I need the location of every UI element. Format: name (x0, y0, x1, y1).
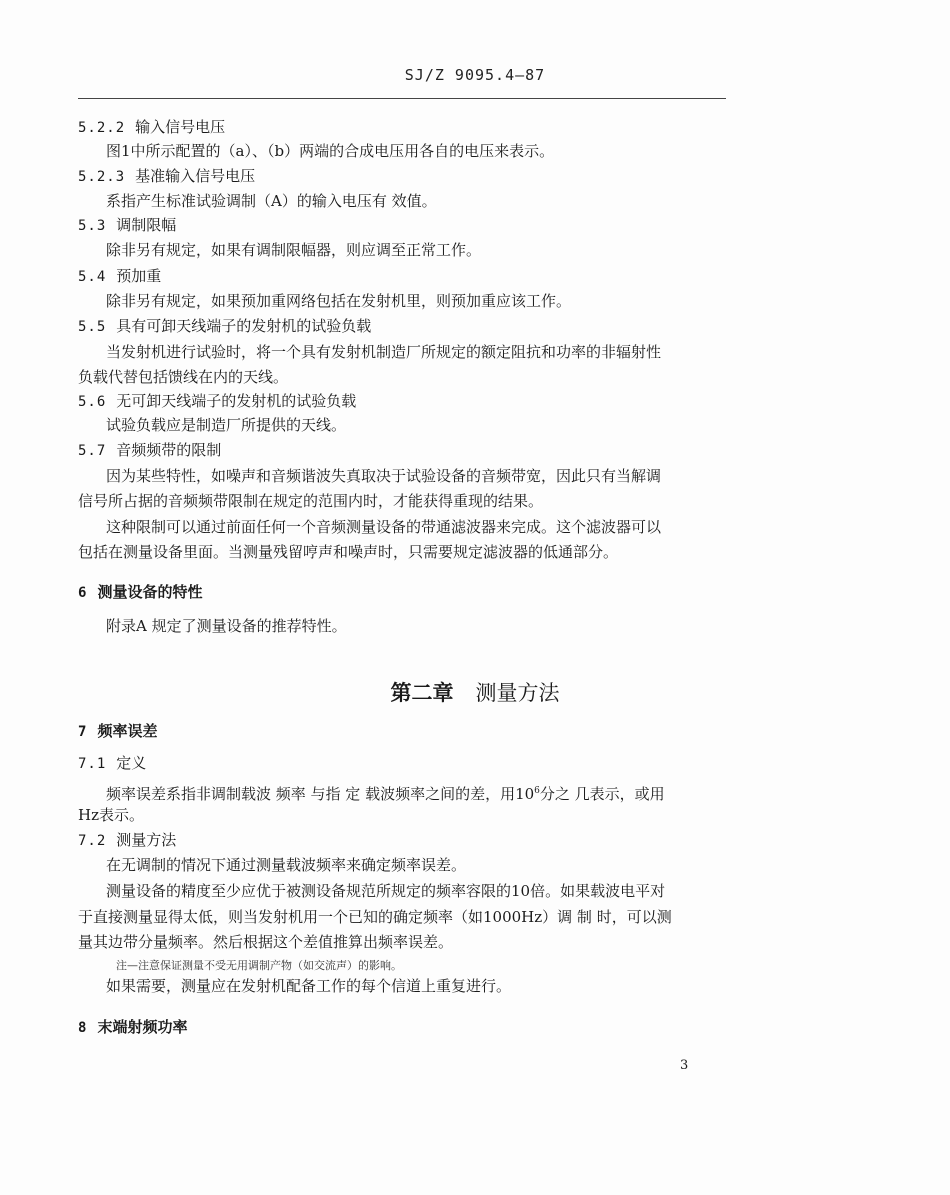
section-7-2-text-line2: 测量设备的精度至少应优于被测设备规范所规定的频率容限的10倍。如果载波电平对 (106, 882, 666, 900)
section-5-2-3-heading (78, 167, 255, 186)
section-7-heading (78, 722, 157, 741)
section-7-2-text-line1: 在无调制的情况下通过测量载波频率来确定频率误差。 (106, 856, 467, 874)
section-7-1-text-part-a: 频率误差系指非调制载波 频率 与指 定 载波频率之间的差，用10 (106, 785, 535, 803)
header-rule (78, 98, 726, 99)
section-number: 8 (78, 1020, 88, 1036)
section-title: 基准输入信号电压 (135, 167, 256, 185)
section-5-2-2-text: 图1中所示配置的（a）、（b）两端的合成电压用各自的电压来表示。 (106, 142, 555, 160)
section-number: 5.7 (78, 443, 107, 459)
section-number: 7.2 (78, 833, 107, 849)
standard-code-header: SJ/Z 9095.4—87 (404, 66, 546, 84)
section-number: 6 (78, 585, 88, 601)
section-7-1-text-line2: Hz表示。 (78, 806, 144, 824)
section-title: 测量设备的特性 (97, 583, 203, 601)
section-5-3-text: 除非另有规定，如果有调制限幅器，则应调至正常工作。 (106, 241, 482, 259)
section-title: 调制限幅 (116, 216, 177, 234)
section-title: 测量方法 (116, 831, 177, 849)
section-6-text: 附录A 规定了测量设备的推荐特性。 (106, 617, 347, 635)
chapter-title: 测量方法 (475, 681, 560, 705)
section-number: 5.3 (78, 218, 107, 234)
section-7-2-text-line4: 量其边带分量频率。然后根据这个差值推算出频率误差。 (78, 933, 454, 951)
section-7-2-text-line5: 如果需要，测量应在发射机配备工作的每个信道上重复进行。 (106, 977, 512, 995)
section-title: 无可卸天线端子的发射机的试验负载 (116, 392, 357, 410)
section-title: 输入信号电压 (135, 118, 226, 136)
section-5-4-heading (78, 267, 161, 286)
section-7-1-text-line1 (106, 782, 665, 803)
section-title: 末端射频功率 (97, 1018, 188, 1036)
section-number: 5.4 (78, 269, 107, 285)
section-number: 7.1 (78, 756, 107, 772)
section-5-2-3-text: 系指产生标准试验调制（A）的输入电压有 效值。 (106, 192, 437, 210)
section-5-6-text: 试验负载应是制造厂所提供的天线。 (106, 416, 347, 434)
section-number: 5.6 (78, 394, 107, 410)
section-5-7-text-line2: 信号所占据的音频频带限制在规定的范围内时，才能获得重现的结果。 (78, 492, 544, 510)
section-title: 预加重 (116, 267, 162, 285)
section-title: 音频频带的限制 (116, 441, 222, 459)
exponent: 6 (534, 786, 540, 796)
section-7-2-note: 注—注意保证测量不受无用调制产物（如交流声）的影响。 (116, 959, 402, 972)
section-7-2-text-line3: 于直接测量显得太低，则当发射机用一个已知的确定频率（如1000Hz）调 制 时，可以测 (78, 908, 672, 926)
section-number: 5.5 (78, 319, 107, 335)
section-5-4-text: 除非另有规定，如果预加重网络包括在发射机里，则预加重应该工作。 (106, 292, 572, 310)
section-number: 5.2.2 (78, 120, 126, 136)
section-5-7-heading (78, 441, 221, 460)
section-title: 具有可卸天线端子的发射机的试验负载 (116, 317, 372, 335)
section-5-7-text-line4: 包括在测量设备里面。当测量残留哼声和噪声时，只需要规定滤波器的低通部分。 (78, 543, 619, 561)
section-7-2-heading (78, 831, 176, 850)
section-8-heading (78, 1018, 187, 1037)
chapter-heading (0, 677, 950, 707)
section-5-5-heading (78, 317, 371, 336)
section-5-7-text-line1: 因为某些特性，如噪声和音频谐波失真取决于试验设备的音频带宽，因此只有当解调 (106, 467, 662, 485)
section-number: 5.2.3 (78, 169, 126, 185)
section-6-heading (78, 583, 202, 602)
section-5-5-text-line2: 负载代替包括馈线在内的天线。 (78, 368, 289, 386)
section-5-6-heading (78, 392, 356, 411)
page-number: 3 (680, 1058, 689, 1073)
section-title: 频率误差 (97, 722, 158, 740)
section-5-2-2-heading (78, 118, 225, 137)
section-5-3-heading (78, 216, 176, 235)
section-5-7-text-line3: 这种限制可以通过前面任何一个音频测量设备的带通滤波器来完成。这个滤波器可以 (106, 518, 662, 536)
section-7-1-text-part-b: 分之 几表示，或用 (539, 785, 665, 803)
section-title: 定义 (116, 754, 147, 772)
section-7-1-heading (78, 754, 146, 773)
section-5-5-text-line1: 当发射机进行试验时，将一个具有发射机制造厂所规定的额定阻抗和功率的非辐射性 (106, 343, 662, 361)
chapter-number: 第二章 (390, 681, 454, 705)
section-number: 7 (78, 724, 88, 740)
